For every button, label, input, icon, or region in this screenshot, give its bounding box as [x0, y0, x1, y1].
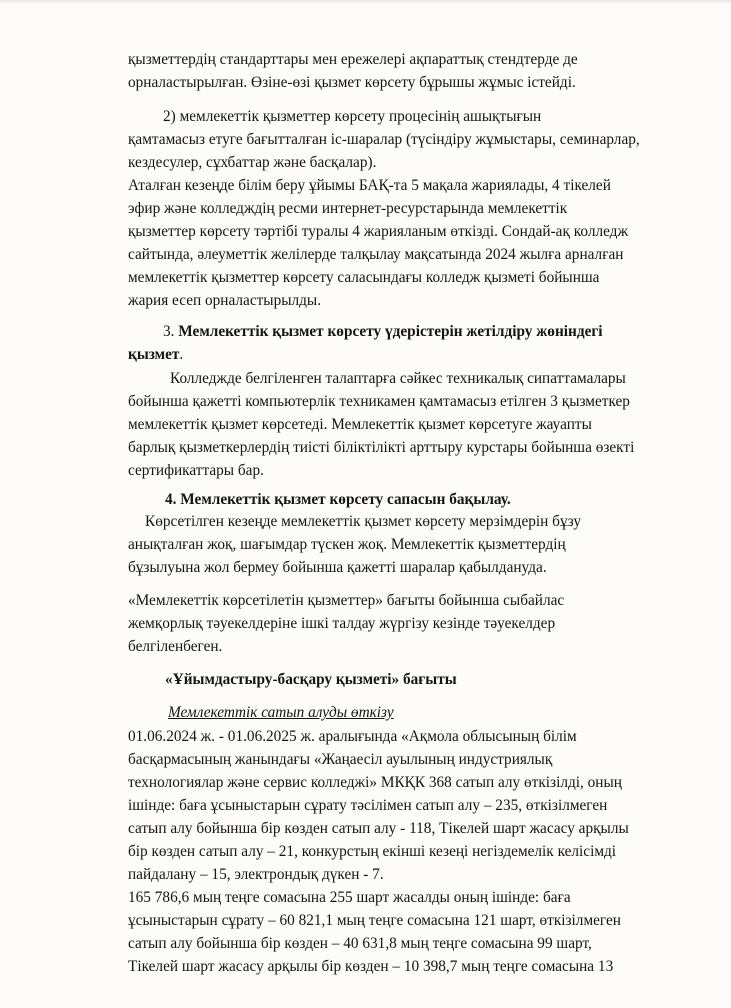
text-line: «Мемлекеттік көрсетілетін қызметтер» бағыты бойынша сыбайлас [128, 592, 565, 609]
section-heading-direction: «Ұйымдастыру-басқару қызметі» бағыты [165, 671, 457, 688]
text-line: басқармасының жанындағы «Жаңаесіл ауылының индустриялық [128, 751, 553, 768]
text-line: бойынша қажетті компьютерлік техникамен қамтамасыз етілген 3 қызметкер [128, 393, 630, 410]
text-line: бұзылуына жол бермеу бойынша қажетті шаралар қабылдануда. [128, 559, 547, 576]
text-line: технологиялар және сервис колледжі» МКҚК 368 сатып алу өткізілді, оның [128, 774, 622, 791]
text-line: қызметтердің стандарттары мен ережелері ақпараттық стендтерде де [128, 51, 578, 68]
text-line: Колледжде белгіленген талаптарға сәйкес техникалық сипаттамалары [170, 370, 626, 387]
text-line: ұсыныстарын сұрату – 60 821,1 мың теңге сомасына 121 шарт, өткізілмеген [128, 912, 621, 929]
text-line: Көрсетілген кезеңде мемлекеттік қызмет көрсету мерзімдерін бұзу [145, 513, 581, 530]
text-line: қызметтер көрсету тәртібі туралы 4 жарияланым өткізді. Сондай-ақ колледж [128, 223, 629, 240]
text-line: сатып алу бойынша бір көзден – 40 631,8 мың теңге сомасына 99 шарт, [128, 935, 592, 952]
text-line: орналастырылған. Өзіне-өзі қызмет көрсету бұрышы жұмыс істейді. [128, 74, 576, 91]
text-line: Аталған кезеңде білім беру ұйымы БАҚ-та 5 мақала жариялады, 4 тікелей [128, 177, 611, 194]
text-line: анықталған жоқ, шағымдар түскен жоқ. Мемлекеттік қызметтердің [128, 536, 566, 553]
text-line: мемлекеттік қызмет көрсетеді. Мемлекеттік қызмет көрсетуге жауапты [128, 416, 592, 433]
section-heading-4: 4. Мемлекеттік қызмет көрсету сапасын бақылау. [165, 491, 511, 508]
text-line: сайтында, әлеуметтік желілерде талқылау мақсатында 2024 жылға арналған [128, 246, 624, 263]
text-line: кездесулер, сұхбаттар және басқалар). [128, 154, 377, 171]
section-heading-3 [163, 322, 603, 342]
text-line: эфир және колледждің ресми интернет-ресурстарында мемлекеттік [128, 200, 568, 217]
text-line: мемлекеттік қызметтер көрсету саласындағы колледж қызметі бойынша [128, 269, 600, 286]
text-line: жемқорлық тәуекелдеріне ішкі талдау жүргізу кезінде тәуекелдер [128, 615, 556, 632]
text-line: 165 786,6 мың теңге сомасына 255 шарт жасалды оның ішінде: баға [128, 889, 571, 906]
text-line: бір көзден сатып алу – 21, конкурстың екінші кезеңі негіздемелік келісімді [128, 843, 617, 860]
subsection-heading: Мемлекеттік сатып алуды өткізу [168, 704, 394, 721]
text-line: барлық қызметкерлердің тиісті біліктілікті арттыру курстары бойынша өзекті [128, 439, 635, 456]
text-line: пайдалану – 15, электрондық дүкен - 7. [128, 866, 384, 883]
text-line: 01.06.2024 ж. - 01.06.2025 ж. аралығында «Ақмола облысының білім [128, 728, 577, 745]
scan-top-edge [0, 0, 731, 4]
text-line: белгіленбеген. [128, 638, 223, 655]
heading-number: 3. [163, 323, 179, 340]
text-line: жария есеп орналастырылды. [128, 292, 322, 309]
text-line: Тікелей шарт жасасу арқылы бір көзден – 10 398,7 мың теңге сомасына 13 [128, 958, 614, 975]
text-line: сертификаттары бар. [128, 462, 264, 479]
text-line: қамтамасыз етуге бағытталған іс-шаралар (түсіндіру жұмыстары, семинарлар, [128, 131, 640, 148]
text-line: ішінде: баға ұсыныстарын сұрату тәсілімен сатып алу – 235, өткізілмеген [128, 797, 608, 814]
list-item-2-line: 2) мемлекеттік қызметтер көрсету процесінің ашықтығын [163, 108, 542, 125]
section-heading-3-continued: қызмет. [128, 346, 184, 363]
heading-text: Мемлекеттік қызмет көрсету үдерістерін жетілдіру жөніндегі [178, 323, 603, 340]
text-line: сатып алу бойынша бір көзден сатып алу - 118, Тікелей шарт жасасу арқылы [128, 820, 629, 837]
